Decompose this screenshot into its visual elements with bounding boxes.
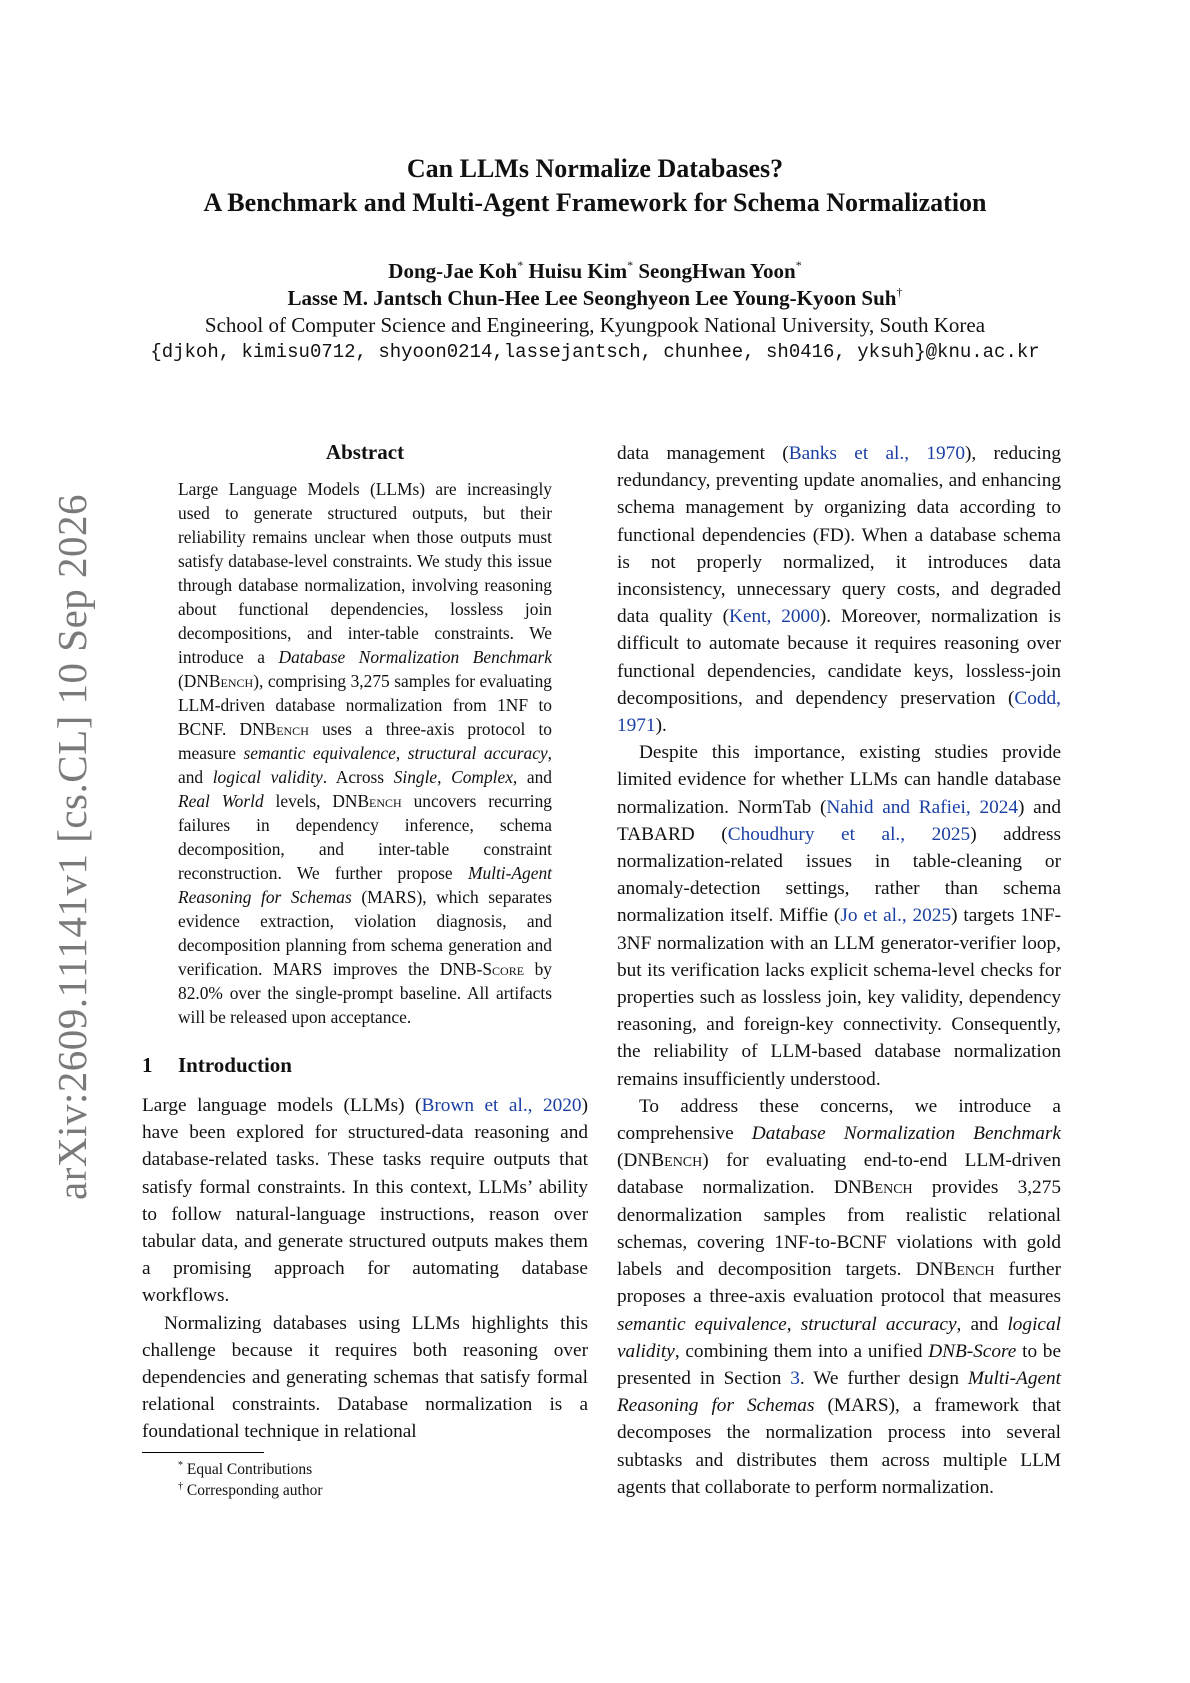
abstract-heading: Abstract [325, 440, 405, 464]
citation-link[interactable]: Banks et al., 1970 [788, 443, 965, 464]
footnote-corresponding: † Corresponding author [178, 1480, 323, 1499]
title-line-2: A Benchmark and Multi-Agent Framework for Schema Normalization [203, 188, 987, 217]
equal-mark: * [517, 258, 524, 272]
footnote-rule [142, 1452, 264, 1453]
author-name: SeongHwan Yoon [638, 259, 796, 283]
citation-link[interactable]: Brown et al., 2020 [421, 1095, 582, 1116]
author-line-2 [0, 285, 1190, 312]
author-name: Dong-Jae Koh [388, 259, 518, 283]
abstract-text: Large Language Models (LLMs) are increasingly used to generate structured outputs, but their reliability remains unclear when those outputs must satisfy database-level constraints. We study this issue through database normalization, involving reasoning about functional dependencies, lossless join decompositions, and inter-table constraints. We introduce a Database Normalization Benchmark (DNBench), comprising 3,275 samples for evaluating LLM-driven database normalization from 1NF to BCNF. DNBench uses a three-axis protocol to measure semantic equivalence, structural accuracy, and logical validity. Across Single, Complex, and Real World levels, DNBench uncovers recurring failures in dependency inference, schema decomposition, and inter-table constraint reconstruction. We further propose Multi-Agent Reasoning for Schemas (MARS), which separates evidence extraction, violation diagnosis, and decomposition planning from schema generation and verification. MARS improves the DNB-Score by 82.0% over the single-prompt baseline. All artifacts will be released upon acceptance. [178, 479, 553, 1027]
author-emails: {djkoh, kimisu0712, shyoon0214,lassejantsch, chunhee, sh0416, yksuh}@knu.ac.kr [150, 341, 1040, 363]
right-column [617, 440, 1061, 1501]
author-name: Huisu Kim [528, 259, 628, 283]
title-line-1: Can LLMs Normalize Databases? [406, 154, 784, 183]
intro-paragraph-5: To address these concerns, we introduce a comprehensive Database Normalization Benchmark (DNBench) for evaluating end-to-end LLM-driven database normalization. DNBench provides 3,275 denormalization samples from realistic relational schemas, covering 1NF-to-BCNF violations with gold labels and decomposition targets. DNBench further proposes a three-axis evaluation protocol that measures semantic equivalence, structural accuracy, and logical validity, combining them into a unified DNB-Score to be presented in Section 3. We further design Multi-Agent Reasoning for Schemas (MARS), a framework that decomposes the normalization process into several subtasks and distributes them across multiple LLM agents that collaborate to perform normalization. [617, 1095, 1062, 1498]
citation-link[interactable]: Jo et al., 2025 [840, 905, 952, 927]
citation-link[interactable]: Nahid and Rafiei, 2024 [826, 796, 1019, 818]
intro-paragraph-1: Large language models (LLMs) (Brown et al., 2020) have been explored for structured-data reasoning and database-related tasks. These tasks require outputs that satisfy formal constraints. In this context, LLMs’ ability to follow natural-language instructions, reason over tabular data, and generate structured outputs makes them a promising approach for automating database workflows. [142, 1095, 588, 1307]
footnote-equal: * Equal Contributions [178, 1459, 313, 1478]
author-name: Lasse M. Jantsch [287, 286, 443, 310]
section-heading-introduction: 1 Introduction [142, 1053, 292, 1077]
author-name: Young-Kyoon Suh [732, 286, 897, 310]
author-name: Seonghyeon Lee [582, 286, 728, 310]
intro-paragraph-4: Despite this importance, existing studies provide limited evidence for whether LLMs can handle database normalization. NormTab (Nahid and Rafiei, 2024) and TABARD (Choudhury et al., 2025) address normalization-related issues in table-cleaning or anomaly-detection settings, rather than schema normalization itself. Miffie (Jo et al., 2025) targets 1NF-3NF normalization with an LLM generator-verifier loop, but its verification lacks explicit schema-level checks for properties such as lossless join, key validity, dependency reasoning, and foreign-key connectivity. Consequently, the reliability of LLM-based database normalization remains insufficiently understood. [617, 742, 1062, 1090]
citation-link[interactable]: Kent, 2000 [729, 606, 820, 628]
equal-mark: * [627, 258, 634, 272]
corresponding-mark: † [896, 285, 903, 299]
author-name: Chun-Hee Lee [447, 286, 578, 310]
section-link[interactable]: 3 [790, 1367, 800, 1389]
arxiv-stamp: arXiv:2609.11141v1 [cs.CL] 10 Sep 2026 [49, 493, 95, 1200]
equal-mark: * [795, 258, 802, 272]
citation-link[interactable]: Codd, 1971 [617, 687, 1061, 737]
intro-paragraph-2: Normalizing databases using LLMs highlights this challenge because it requires both reasoning over dependencies and generating schemas that satisfy formal relational constraints. Database normalization is a foundational technique in relational [142, 1312, 588, 1443]
affiliation: School of Computer Science and Engineering, Kyungpook National University, South Korea [204, 313, 986, 337]
paper-title [0, 152, 1190, 220]
author-line-1 [0, 258, 1190, 285]
intro-paragraph-3: data management (Banks et al., 1970), reducing redundancy, preventing update anomalies, and enhancing schema management by organizing data according to functional dependencies (FD). When a database schema is not properly normalized, it introduces data inconsistency, unnecessary query costs, and degraded data quality (Kent, 2000). Moreover, normalization is difficult to automate because it requires reasoning over functional dependencies, candidate keys, lossless-join decompositions, and dependency preservation (Codd, 1971). [617, 443, 1061, 737]
citation-link[interactable]: Choudhury et al., 2025 [727, 823, 971, 845]
author-block [0, 258, 1190, 366]
left-column [142, 440, 588, 1501]
